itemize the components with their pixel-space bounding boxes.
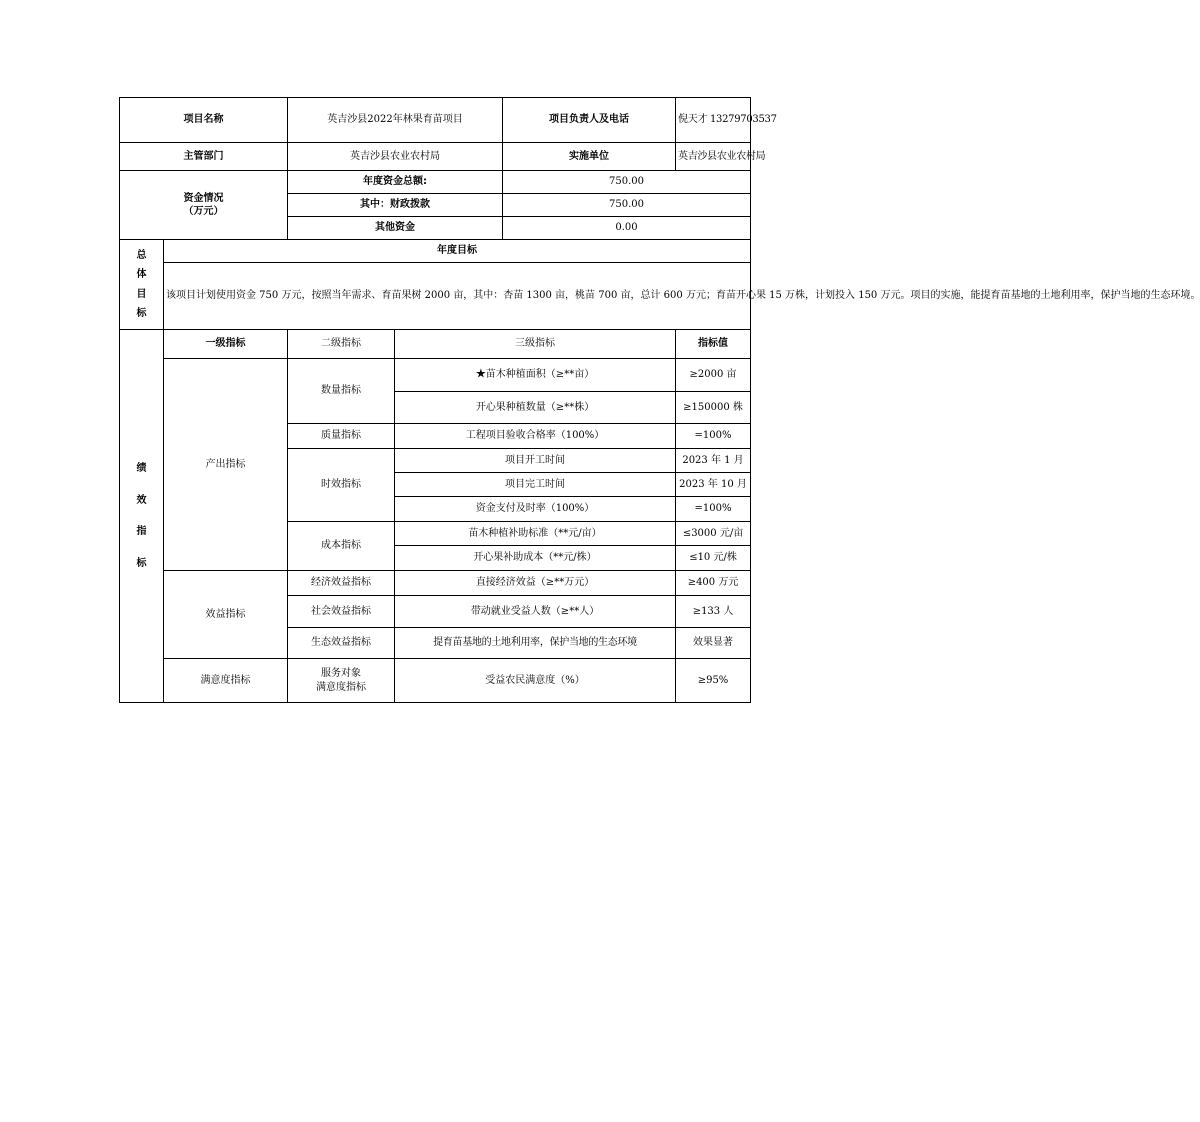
funds-other-label: 其他资金 xyxy=(288,217,503,240)
output-indicator: 产出指标 xyxy=(164,359,288,571)
indicator-value: 效果显著 xyxy=(676,628,751,659)
timeliness-indicator: 时效指标 xyxy=(288,449,395,522)
level1-header: 一级指标 xyxy=(164,330,288,359)
indicator-row xyxy=(120,359,751,392)
indicator-name: 开心果种植数量（≥**株） xyxy=(395,392,676,424)
indicator-name: 项目开工时间 xyxy=(395,449,676,473)
overall-goal-side-label xyxy=(120,240,164,330)
benefit-indicator: 效益指标 xyxy=(164,571,288,659)
side-char: 目 xyxy=(136,288,147,300)
indicator-header-row xyxy=(120,330,751,359)
indicator-name: 带动就业受益人数（≥**人） xyxy=(395,596,676,628)
side-char: 标 xyxy=(136,557,147,569)
annual-goal-title: 年度目标 xyxy=(164,240,751,263)
funds-other-value: 0.00 xyxy=(503,217,751,240)
social-benefit-indicator: 社会效益指标 xyxy=(288,596,395,628)
indicator-value: ≤10 元/株 xyxy=(676,546,751,571)
indicator-value: ≥2000 亩 xyxy=(676,359,751,392)
implementing-unit-label: 实施单位 xyxy=(503,143,676,171)
funds-fiscal-value: 750.00 xyxy=(503,194,751,217)
project-name-label: 项目名称 xyxy=(120,98,288,143)
funds-total-value: 750.00 xyxy=(503,171,751,194)
indicator-name: 直接经济效益（≥**万元） xyxy=(395,571,676,596)
service-line1: 服务对象 xyxy=(321,668,361,679)
indicator-value: ≥400 万元 xyxy=(676,571,751,596)
indicator-name: 资金支付及时率（100%） xyxy=(395,497,676,522)
department-label: 主管部门 xyxy=(120,143,288,171)
goal-text-row xyxy=(120,263,751,330)
quality-indicator: 质量指标 xyxy=(288,424,395,449)
side-char: 标 xyxy=(136,308,147,319)
service-satisfaction-indicator xyxy=(288,659,395,703)
department-value: 英吉沙县农业农村局 xyxy=(288,143,503,171)
indicator-value: ≤3000 元/亩 xyxy=(676,522,751,546)
indicator-row xyxy=(120,571,751,596)
department-row xyxy=(120,143,751,171)
indicator-name: 苗木种植补助标准（**元/亩） xyxy=(395,522,676,546)
indicator-value: ≥95% xyxy=(676,659,751,703)
side-char: 指 xyxy=(136,526,147,537)
economic-benefit-indicator: 经济效益指标 xyxy=(288,571,395,596)
indicator-name: 开心果补助成本（**元/株） xyxy=(395,546,676,571)
indicator-name: ★苗木种植面积（≥**亩） xyxy=(395,359,676,392)
indicator-name: 工程项目验收合格率（100%） xyxy=(395,424,676,449)
indicator-name: 项目完工时间 xyxy=(395,473,676,497)
performance-indicator-side-label xyxy=(120,330,164,703)
indicator-name: 提育苗基地的土地利用率，保护当地的生态环境 xyxy=(395,628,676,659)
funds-total-label: 年度资金总额: xyxy=(288,171,503,194)
value-header: 指标值 xyxy=(676,330,751,359)
annual-goal-text: 该项目计划使用资金 750 万元，按照当年需求、育苗果树 2000 亩，其中：杏苗 1300 亩，桃苗 700 亩，总计 600 万元；育苗开心果 15 万株，计划投入 150 万元。项目的实施，能提育苗基地的土地利用率，保护当地的生态环境。 xyxy=(164,263,751,330)
side-char: 效 xyxy=(136,494,147,506)
owner-phone-value: 倪天才 13279703537 xyxy=(676,98,751,143)
cost-indicator: 成本指标 xyxy=(288,522,395,571)
indicator-value: 2023 年 1 月 xyxy=(676,449,751,473)
side-char: 总 xyxy=(136,249,147,261)
indicator-value: =100% xyxy=(676,424,751,449)
side-char: 体 xyxy=(136,269,147,280)
funds-label-line1: 资金情况 xyxy=(183,192,224,204)
funds-total-row xyxy=(120,171,751,194)
quantity-indicator: 数量指标 xyxy=(288,359,395,424)
project-name-row xyxy=(120,98,751,143)
indicator-value: ≥150000 株 xyxy=(676,392,751,424)
goal-title-row xyxy=(120,240,751,263)
performance-goal-table xyxy=(119,97,1200,703)
indicator-value: 2023 年 10 月 xyxy=(676,473,751,497)
indicator-row xyxy=(120,659,751,703)
funds-fiscal-label: 其中：财政拨款 xyxy=(288,194,503,217)
owner-phone-label: 项目负责人及电话 xyxy=(503,98,676,143)
ecological-benefit-indicator: 生态效益指标 xyxy=(288,628,395,659)
funds-label xyxy=(120,171,288,240)
project-name-value: 英吉沙县2022年林果育苗项目 xyxy=(288,98,503,143)
satisfaction-indicator: 满意度指标 xyxy=(164,659,288,703)
implementing-unit-value: 英吉沙县农业农村局 xyxy=(676,143,751,171)
indicator-value: ≥133 人 xyxy=(676,596,751,628)
level2-header: 二级指标 xyxy=(288,330,395,359)
service-line2: 满意度指标 xyxy=(316,681,366,693)
indicator-value: =100% xyxy=(676,497,751,522)
level3-header: 三级指标 xyxy=(395,330,676,359)
side-char: 绩 xyxy=(136,463,147,474)
indicator-name: 受益农民满意度（%） xyxy=(395,659,676,703)
funds-label-line2: （万元） xyxy=(183,206,224,217)
